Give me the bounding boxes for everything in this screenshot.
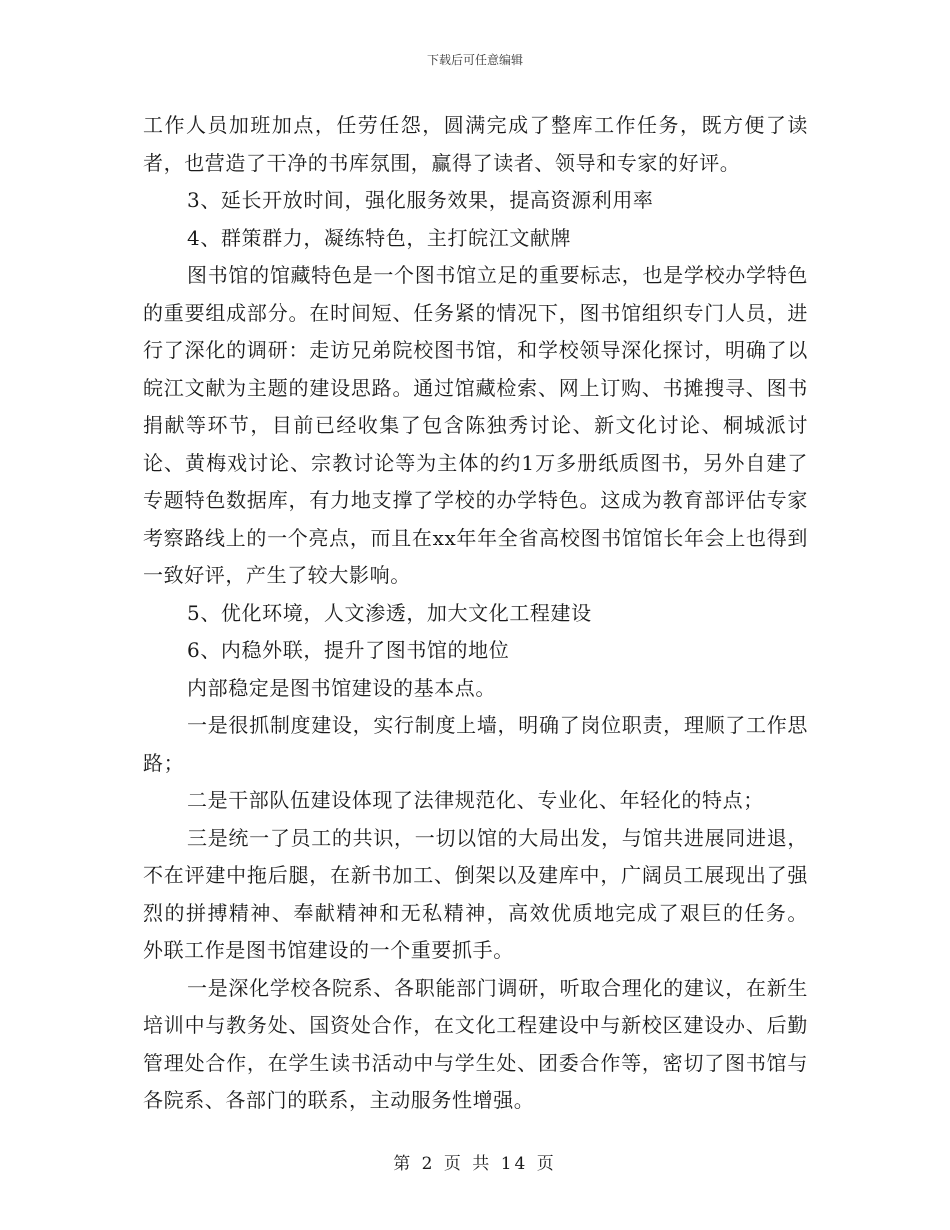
page-number: 第 2 页 共 14 页 [393,1154,557,1174]
paragraph-internal-stability: 内部稳定是图书馆建设的基本点。 [187,675,496,700]
paragraph-point-one: 一是很抓制度建设，实行制度上墙，明确了岗位职责，理顺了工作思路； [143,713,808,775]
heading-item-5: 5、优化环境，人文渗透，加大文化工程建设 [187,600,592,625]
paragraph-point-three: 三是统一了员工的共识，一切以馆的大局出发，与馆共进展同进退，不在评建中拖后腿，在新书加工、倒架以及建库中，广阔员工展现出了强烈的拼搏精神、奉献精神和无私精神，高效优质地完成了艰巨的任务。 外联工作是图书馆建设的一个重要抓手。 [143,825,808,962]
heading-item-4: 4、群策群力，凝练特色，主打皖江文献牌 [187,225,572,250]
page-header: 下载后可任意编辑 [426,53,523,67]
paragraph-point-two: 二是干部队伍建设体现了法律规范化、专业化、年轻化的特点； [187,788,764,812]
document-body [143,107,808,1120]
paragraph-1: 工作人员加班加点，任劳任怨，圆满完成了整库工作任务，既方便了读者，也营造了干净的书库氛围，赢得了读者、领导和专家的好评。 [143,113,808,175]
paragraph-collection-features: 图书馆的馆藏特色是一个图书馆立足的重要标志，也是学校办学特色的重要组成部分。在时间短、任务紧的情况下，图书馆组织专门人员，进行了深化的调研：走访兄弟院校图书馆，和学校领导深化探讨，明确了以皖江文献为主题的建设思路。通过馆藏检索、网上订购、书摊搜寻、图书捐献等环节，目前已经收集了包含陈独秀讨论、新文化讨论、桐城派讨论、黄梅戏讨论、宗教讨论等为主体的约1万多册纸质图书，另外自建了专题特色数据库，有力地支撑了学校的办学特色。这成为教育部评估专家考察路线上的一个亮点，而且在xx年年全省高校图书馆馆长年会上也得到一致好评，产生了较大影响。 [143,263,808,587]
heading-item-6: 6、内稳外联，提升了图书馆的地位 [187,638,510,662]
paragraph-external-point-one: 一是深化学校各院系、各职能部门调研，听取合理化的建议，在新生培训中与教务处、国资处合作，在文化工程建设中与新校区建设办、后勤管理处合作，在学生读书活动中与学生处、团委合作等，密切了图书馆与各院系、各部门的联系，主动服务性增强。 [143,975,808,1112]
heading-item-3: 3、延长开放时间，强化服务效果，提高资源利用率 [187,188,654,212]
